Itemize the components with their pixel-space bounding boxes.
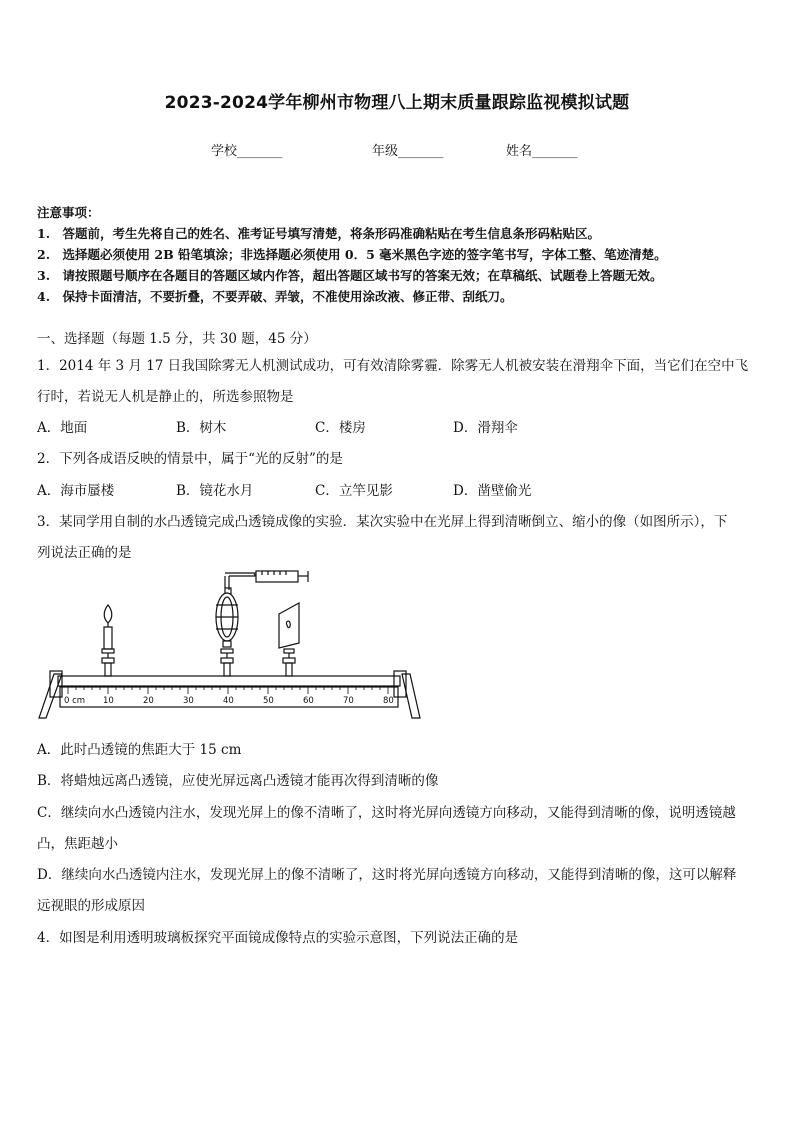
ruler-label: 40 xyxy=(223,696,234,706)
ruler-label: 80 xyxy=(383,696,394,706)
ruler-label: 50 xyxy=(263,696,274,706)
notice-item: 3. 请按照题号顺序在各题目的答题区域内作答，超出答题区域书写的答案无效；在草稿纸、试题卷上答题无效。 xyxy=(37,268,663,283)
ruler-label: 10 xyxy=(103,696,114,706)
q3-option-b: B．将蜡烛远离凸透镜，应使光屏远离凸透镜才能再次得到清晰的像 xyxy=(37,773,439,789)
light-screen xyxy=(279,603,299,676)
ruler-label: 60 xyxy=(303,696,314,706)
question-1-line-2: 行时，若说无人机是静止的，所选参照物是 xyxy=(37,389,294,405)
page-title: 2023-2024学年柳州市物理八上期末质量跟踪监视模拟试题 xyxy=(164,93,630,113)
ruler-label: 70 xyxy=(343,696,354,706)
q3-option-d-line-1: D．继续向水凸透镜内注水，发现光屏上的像不清晰了，这时将光屏向透镜方向移动，又能得到清晰的像，这可以解释 xyxy=(37,867,737,883)
bench-leg-right xyxy=(402,674,420,718)
notice-item: 4. 保持卡面清洁，不要折叠，不要弄破、弄皱，不准使用涂改液、修正带、刮纸刀。 xyxy=(37,289,513,304)
question-3-line-1: 3．某同学用自制的水凸透镜完成凸透镜成像的实验．某次实验中在光屏上得到清晰倒立、缩小的像（如图所示），下 xyxy=(37,514,728,530)
q3-option-d-line-2: 远视眼的形成原因 xyxy=(37,898,145,914)
q1-option-a: A．地面 xyxy=(37,420,88,436)
section-heading: 一、选择题（每题 1.5 分，共 30 题，45 分） xyxy=(37,331,317,347)
name-field: 姓名_______ xyxy=(506,144,578,159)
question-2-line-1: 2．下列各成语反映的情景中，属于“光的反射”的是 xyxy=(37,451,343,467)
candle xyxy=(102,605,114,676)
notice-heading: 注意事项： xyxy=(37,205,100,220)
notice-item: 1. 答题前，考生先将自己的姓名、准考证号填写清楚，将条形码准确粘贴在考生信息条形码粘贴区。 xyxy=(37,226,601,241)
q3-option-a: A．此时凸透镜的焦距大于 15 cm xyxy=(37,742,242,758)
question-1-line-1: 1．2014 年 3 月 17 日我国除雾无人机测试成功，可有效清除雾霾．除雾无人机被安装在滑翔伞下面，当它们在空中飞 xyxy=(37,358,749,374)
question-4-line-1: 4．如图是利用透明玻璃板探究平面镜成像特点的实验示意图，下列说法正确的是 xyxy=(37,930,519,946)
ruler-label: 0 cm xyxy=(64,696,86,706)
q2-option-c: C．立竿见影 xyxy=(315,483,393,499)
school-field: 学校_______ xyxy=(211,144,283,159)
q3-option-c-line-2: 凸，焦距越小 xyxy=(37,836,118,852)
q2-option-a: A．海市蜃楼 xyxy=(37,483,115,499)
notice-item: 2. 选择题必须使用 2B 铅笔填涂；非选择题必须使用 0．5 毫米黑色字迹的签字笔书写，字体工整、笔迹清楚。 xyxy=(37,247,667,262)
q3-option-c-line-1: C．继续向水凸透镜内注水，发现光屏上的像不清晰了，这时将光屏向透镜方向移动，又能得到清晰的像，说明透镜越 xyxy=(37,805,736,821)
bench-rail xyxy=(58,676,400,686)
ruler-label: 20 xyxy=(143,696,154,706)
q1-option-d: D．滑翔伞 xyxy=(453,420,518,436)
q1-option-b: B．树木 xyxy=(176,420,227,436)
question-3-line-2: 列说法正确的是 xyxy=(37,545,132,561)
q2-option-d: D．凿壁偷光 xyxy=(453,483,532,499)
q1-option-c: C．楼房 xyxy=(315,420,366,436)
grade-field: 年级_______ xyxy=(372,144,444,159)
q2-option-b: B．镜花水月 xyxy=(176,483,254,499)
optical-bench-figure xyxy=(36,570,428,725)
ruler-label: 30 xyxy=(183,696,194,706)
